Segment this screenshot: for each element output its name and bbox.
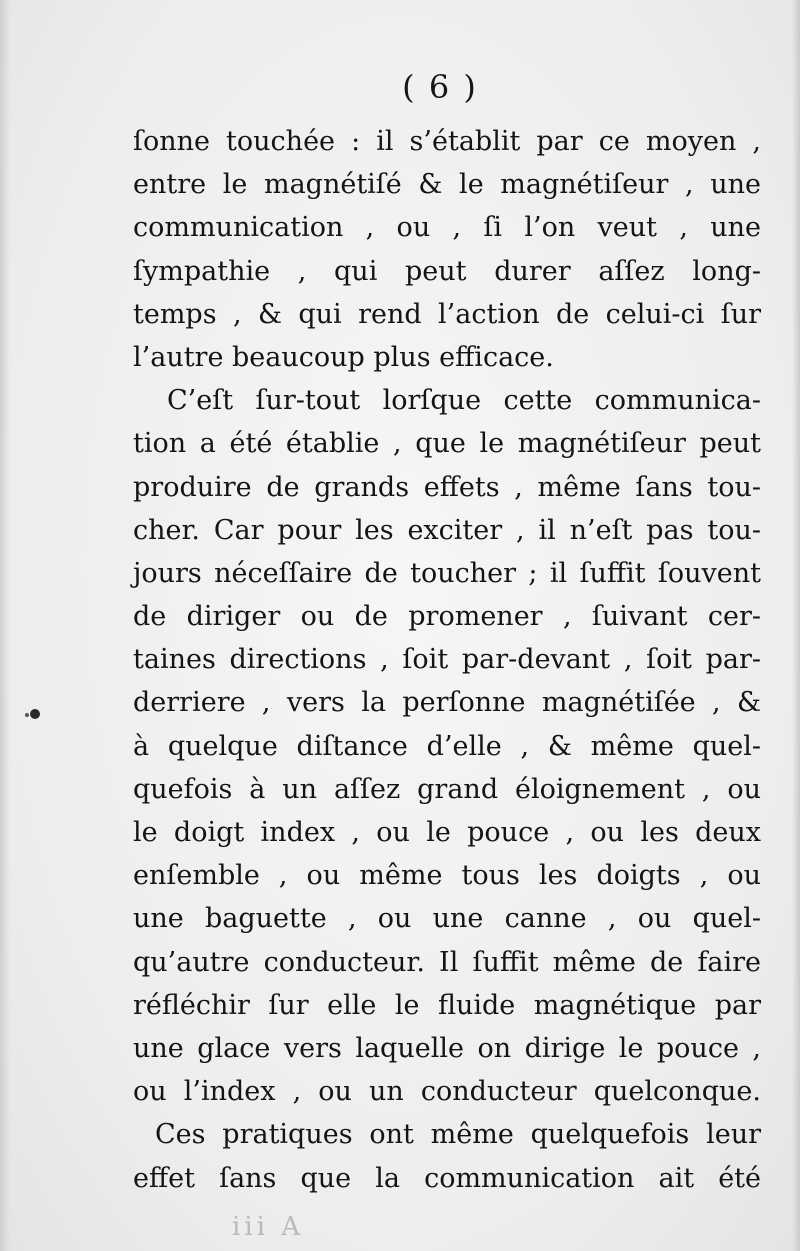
text-line: ſympathie , qui peut durer aſſez long- (133, 255, 761, 287)
text-line: effet ſans que la communication ait été (133, 1162, 761, 1194)
text-line: à quelque diſtance d’elle , & même quel- (133, 730, 761, 762)
text-line: réfléchir ſur elle le fluide magnétique par (133, 989, 761, 1021)
text-line: tion a été établie , que le magnétiſeur peut (133, 428, 761, 460)
text-line: le doigt index , ou le pouce , ou les deux (133, 817, 761, 848)
text-line: de diriger ou de promener , ſuivant cer- (133, 601, 761, 633)
text-line: une baguette , ou une canne , ou quel- (133, 903, 761, 935)
text-line: ſonne touchée : il s’établit par ce moyen , (133, 126, 761, 157)
text-line: derriere , vers la perſonne magnétiſée , & (133, 687, 761, 719)
text-line: ou l’index , ou un conducteur quelconque. (133, 1076, 761, 1108)
text-line: enſemble , ou même tous les doigts , ou (133, 860, 761, 892)
text-line: quefois à un aſſez grand éloignement , ou (133, 773, 761, 805)
ink-spot (30, 709, 40, 719)
page-edge-right (792, 0, 800, 1251)
text-line: une glace vers laquelle on dirige le pouce , (133, 1032, 761, 1064)
text-line: jours néceſſaire de toucher ; il ſuffit ſouvent (133, 557, 761, 589)
page-edge-left (0, 0, 10, 1251)
text-line: C’eſt ſur-tout lorſque cette communica- (167, 385, 761, 417)
text-line: communication , ou , ſi l’on veut , une (133, 212, 761, 244)
text-line: cher. Car pour les exciter , il n’eſt pas tou- (133, 514, 761, 546)
text-line: temps , & qui rend l’action de celui-ci ſur (133, 298, 761, 330)
text-line: Ces pratiques ont même quelquefois leur (155, 1119, 761, 1151)
text-line: produire de grands effets , même ſans tou- (133, 471, 761, 503)
text-line: qu’autre conducteur. Il ſuffit même de faire (133, 946, 761, 978)
text-line: entre le magnétiſé & le magnétiſeur , une (133, 169, 761, 201)
signature-mark: iii A (232, 1212, 304, 1242)
body-text (133, 120, 761, 1200)
text-line: taines directions , ſoit par-devant , ſoit par- (133, 644, 761, 676)
text-line: l’autre beaucoup plus efficace. (133, 341, 554, 373)
page-number: ( 6 ) (402, 68, 478, 106)
